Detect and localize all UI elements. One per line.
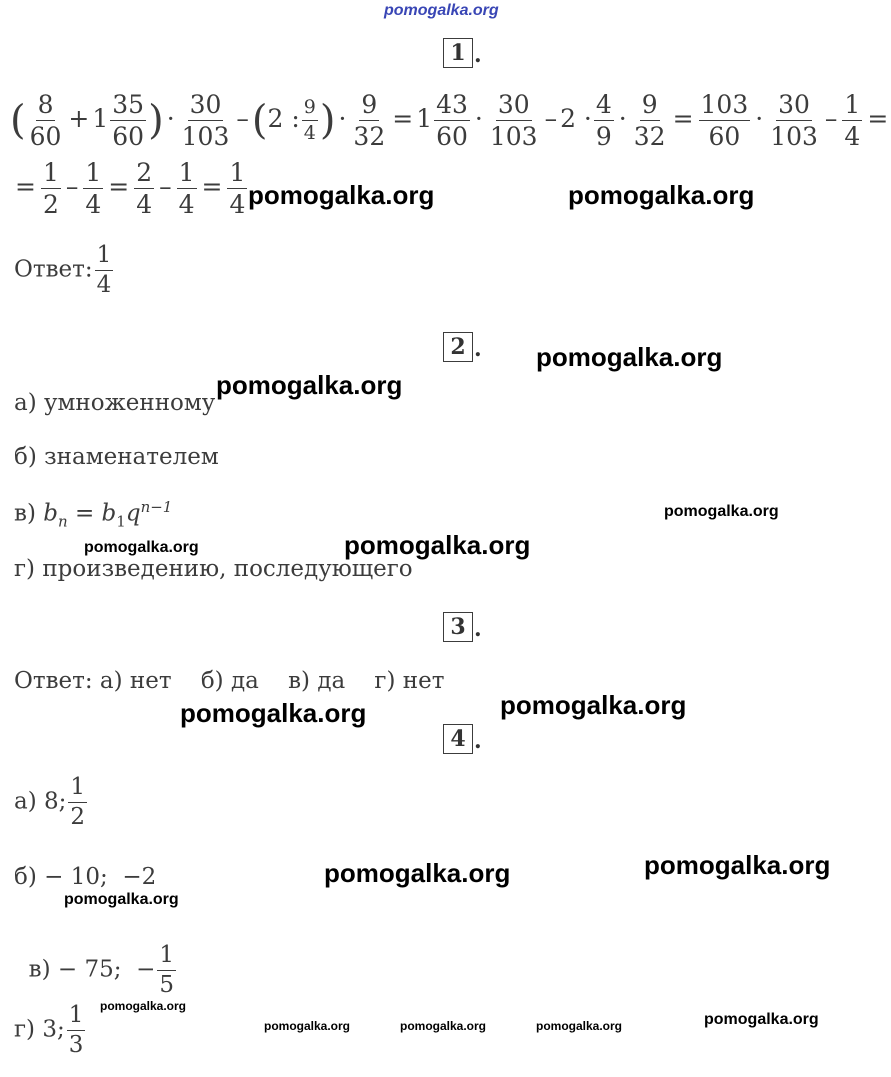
watermark: pomogalka.org	[536, 342, 723, 372]
task-4-c: в) − 75; − $\frac{1}{5}$	[28, 942, 174, 998]
task-2-dot: .	[474, 336, 482, 362]
task-1-line-1: ( $\frac{8}{60}$ + 1 $\frac{35}{60}$ ) · $\frac{30}{103}$ –(2 : $\frac{9}{4}$ ) · $\frac{9}{32}$ = 1 $\frac{43}{60}$ · $\frac{30}{103}$ – 2 · $\frac{4}{9}$ · $\frac{9}{32}$ = $\frac{103}{60}$ · $\frac{30}{103}$ – $\frac{1}{4}$ =	[10, 90, 889, 151]
frac: $\frac{8}{60}$	[29, 90, 62, 151]
frac: $\frac{103}{60}$	[700, 90, 749, 151]
watermark-top: pomogalka.org	[384, 2, 499, 19]
task-4-dot: .	[474, 728, 482, 754]
task-1-answer	[14, 244, 115, 297]
answer-frac: $\frac{1}{4}$	[96, 242, 112, 298]
frac: $\frac{2}{4}$	[136, 158, 153, 219]
frac: $\frac{1}{4}$	[178, 158, 195, 219]
task-3-answer: Ответ: а) нет б) да в) да г) нет	[14, 668, 445, 694]
frac: $\frac{35}{60}$	[112, 90, 145, 151]
task-2-number: 2	[443, 332, 473, 362]
task-4-number: 4	[443, 724, 473, 754]
frac: $\frac{1}{3}$	[68, 1002, 84, 1058]
watermark: pomogalka.org	[64, 891, 179, 908]
frac: $\frac{1}{2}$	[70, 774, 86, 830]
frac: $\frac{1}{2}$	[42, 158, 59, 219]
watermark: pomogalka.org	[248, 180, 435, 210]
watermark: pomogalka.org	[264, 1019, 351, 1033]
frac: $\frac{1}{5}$	[159, 942, 174, 998]
task-4-d: г) 3; $\frac{1}{3}$	[14, 1002, 84, 1058]
watermark: pomogalka.org	[324, 858, 511, 888]
frac: $\frac{9}{32}$	[633, 90, 666, 151]
task-3-number: 3	[443, 612, 473, 642]
watermark: pomogalka.org	[344, 530, 531, 560]
frac: $\frac{43}{60}$	[436, 90, 468, 151]
frac: $\frac{30}{103}$	[181, 90, 230, 151]
watermark: pomogalka.org	[500, 690, 687, 720]
watermark: pomogalka.org	[536, 1019, 623, 1033]
frac: $\frac{1}{4}$	[85, 158, 102, 219]
task-2-c: в) $b_n = b_1q^{n-1}$	[14, 498, 173, 531]
frac: $\frac{1}{4}$	[229, 158, 246, 219]
task-2-a: а) умноженному	[14, 390, 216, 416]
watermark: pomogalka.org	[704, 1011, 819, 1028]
task-2-b: б) знаменателем	[14, 444, 219, 470]
frac: $\frac{1}{4}$	[844, 90, 861, 151]
watermark: pomogalka.org	[216, 370, 403, 400]
task-1-dot: .	[474, 42, 482, 68]
frac: $\frac{9}{32}$	[353, 90, 386, 151]
task-1-number: 1	[443, 38, 473, 68]
watermark: pomogalka.org	[84, 539, 199, 556]
frac: $\frac{9}{4}$	[303, 96, 316, 144]
task-2-d: г) произведению, последующего	[14, 556, 413, 582]
frac: $\frac{30}{103}$	[489, 90, 538, 151]
watermark: pomogalka.org	[568, 180, 755, 210]
task-1-line-2: = $\frac{1}{2}$ – $\frac{1}{4}$ = $\frac{2}{4}$ – $\frac{1}{4}$ = $\frac{1}{4}$	[15, 158, 246, 219]
task-4-b: б) − 10; −2	[14, 864, 157, 890]
watermark: pomogalka.org	[664, 503, 779, 520]
frac: $\frac{30}{103}$	[770, 90, 818, 151]
task-3-dot: .	[474, 616, 482, 642]
task-4-a: а) 8; $\frac{1}{2}$	[14, 774, 86, 830]
watermark: pomogalka.org	[180, 698, 367, 728]
watermark: pomogalka.org	[400, 1019, 487, 1033]
frac: $\frac{4}{9}$	[595, 90, 612, 151]
watermark: pomogalka.org	[644, 850, 831, 880]
watermark: pomogalka.org	[100, 999, 187, 1013]
answer-label: Ответ:	[14, 256, 93, 283]
